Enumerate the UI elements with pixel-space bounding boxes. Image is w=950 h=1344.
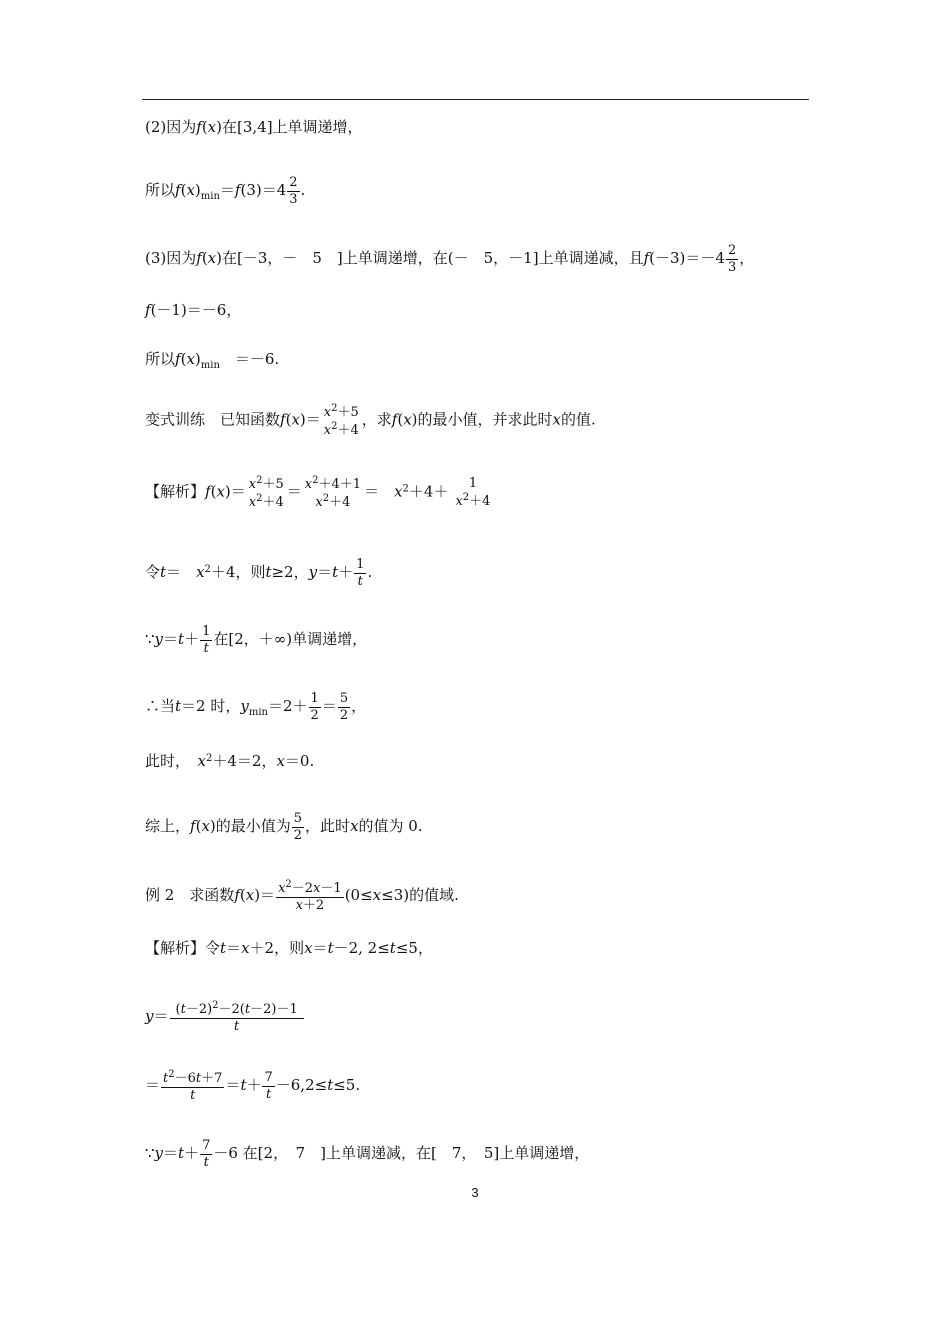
- text-line-17: ∵y＝t＋ $\frac{7}{t}$ －6 在[2， 7 ]上单调递减，在[ 7， 5]上单调递增，: [145, 1138, 590, 1170]
- text-line-12: 综上，f(x)的最小值为 $\frac{5}{2}$ ，此时x的值为 0.: [145, 811, 423, 843]
- text-line-9: ∵y＝t＋ $\frac{1}{t}$ 在[2，＋∞)单调递增，: [145, 624, 368, 656]
- fraction: $\frac{5}{2}$: [339, 691, 349, 723]
- fraction: $\frac{x^2-2x-1}{x+2}$: [278, 879, 342, 913]
- fraction: $\frac{1}{t}$: [202, 624, 211, 656]
- fraction: $\frac{1}{2}$: [310, 691, 319, 723]
- fraction: $x^2+5$ $x^2+4$: [248, 475, 284, 510]
- fraction: $\frac{7}{t}$: [202, 1138, 211, 1170]
- fraction: $x^2+5$ $x^2+4$: [323, 403, 359, 438]
- text-line-16: ＝ $\frac{t^2-6t+7}{t}$ ＝t＋ $\frac{7}{t}$ －6,2≤t≤5.: [145, 1069, 361, 1103]
- text-line-4: f(－1)＝－6，: [145, 301, 242, 319]
- text-line-2: 所以$f(x)_{min}=f(3)=4$ $\frac{2}{3}$ .: [145, 175, 306, 207]
- fraction: $x^2+4+1$ $x^2+4$: [304, 475, 362, 510]
- text-line-11: 此时， $x^2+4=2$，x＝0.: [145, 752, 315, 770]
- fraction: $\frac{7}{t}$: [264, 1070, 273, 1102]
- text-line-5: 所以$f(x)_{min}$ ＝－6.: [145, 350, 280, 371]
- text-line-15: y＝ $\frac{(t-2)^2-2(t-2)-1}{t}$: [145, 1001, 305, 1033]
- fraction: $\frac{(t-2)^2-2(t-2)-1}{t}$: [170, 1001, 304, 1033]
- text-line-7: 【解析】f(x)＝ $x^2+5$ $x^2+4$ ＝ $x^2+4+1$ $x^2+4$ ＝ $x^2+4+$ 1 $x^2+4$: [145, 476, 497, 509]
- text-line-1: (2)因为f(x)在[3,4]上单调递增，: [145, 118, 363, 136]
- fraction: 1 $x^2+4$: [455, 476, 491, 509]
- text-line-8: 令t＝ $x^2+4$，则t≥2，y＝t＋ $\frac{1}{t}$ .: [145, 557, 373, 589]
- fraction: $\frac{1}{t}$: [356, 557, 365, 589]
- text-line-3: (3)因为f(x)在[－3，－ 5 ]上单调递增，在(－ 5，－1]上单调递减，且f(－3)＝－4 $\frac{2}{3}$ ，: [145, 243, 755, 275]
- text-line-14: 【解析】令t＝x＋2，则x＝t－2, 2≤t≤5，: [145, 939, 433, 957]
- fraction: $\frac{t^2-6t+7}{t}$: [163, 1069, 223, 1103]
- fraction: $\frac{2}{3}$: [727, 243, 737, 275]
- text-line-10: ∴当t＝2 时，$y_{min}=2+$ $\frac{1}{2}$ ＝ $\frac{5}{2}$ ，: [145, 691, 367, 723]
- page-number: 3: [471, 1185, 479, 1200]
- text-line-6: 变式训练 已知函数f(x)＝ $x^2+5$ $x^2+4$ ，求f(x)的最小值，并求此时x的值.: [145, 403, 596, 438]
- header-rule: [142, 99, 809, 100]
- fraction: $\frac{2}{3}$: [289, 175, 298, 207]
- fraction: $\frac{5}{2}$: [293, 811, 303, 843]
- text-line-13: 例 2 求函数f(x)＝ $\frac{x^2-2x-1}{x+2}$ (0≤x≤3)的值域.: [145, 879, 459, 913]
